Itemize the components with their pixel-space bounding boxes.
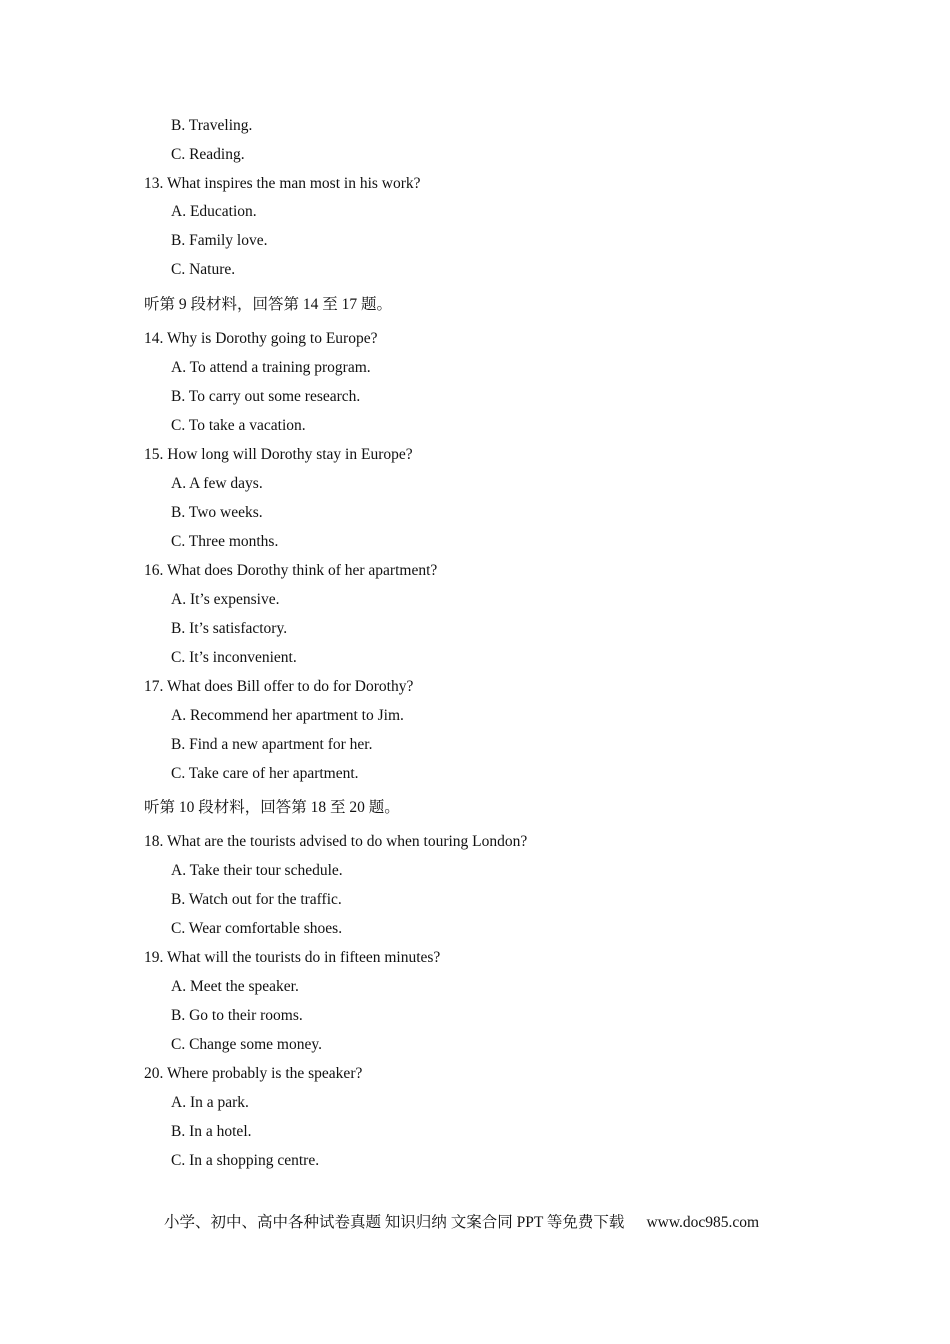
answer-option: B. It’s satisfactory. (171, 620, 288, 637)
question-text: 14. Why is Dorothy going to Europe? (144, 330, 378, 347)
answer-option: C. Three months. (171, 533, 279, 550)
answer-option: A. Meet the speaker. (171, 978, 299, 995)
answer-option: A. It’s expensive. (171, 591, 280, 608)
answer-option: B. Go to their rooms. (171, 1007, 303, 1024)
answer-option: A. A few days. (171, 475, 263, 492)
question-text: 19. What will the tourists do in fifteen minutes? (144, 949, 441, 966)
answer-option: B. In a hotel. (171, 1123, 252, 1140)
answer-option: C. In a shopping centre. (171, 1152, 320, 1169)
question-text: 13. What inspires the man most in his work? (144, 175, 421, 192)
question-text: 15. How long will Dorothy stay in Europe? (144, 446, 413, 463)
answer-option: C. Take care of her apartment. (171, 765, 359, 782)
answer-option: B. Traveling. (171, 117, 253, 134)
question-text: 20. Where probably is the speaker? (144, 1065, 363, 1082)
answer-option: B. Two weeks. (171, 504, 263, 521)
section-heading: 听第 9 段材料，回答第 14 至 17 题。 (144, 296, 393, 313)
question-text: 18. What are the tourists advised to do when touring London? (144, 833, 528, 850)
section-heading: 听第 10 段材料，回答第 18 至 20 题。 (144, 799, 400, 816)
page-footer (164, 1213, 759, 1233)
answer-option: C. It’s inconvenient. (171, 649, 297, 666)
question-text: 17. What does Bill offer to do for Dorothy? (144, 678, 414, 695)
answer-option: A. To attend a training program. (171, 359, 371, 376)
answer-option: A. In a park. (171, 1094, 249, 1111)
footer-website: www.doc985.com (646, 1214, 760, 1231)
answer-option: B. To carry out some research. (171, 388, 361, 405)
answer-option: C. Reading. (171, 146, 245, 163)
answer-option: A. Recommend her apartment to Jim. (171, 707, 404, 724)
answer-option: C. Change some money. (171, 1036, 322, 1053)
answer-option: B. Watch out for the traffic. (171, 891, 342, 908)
footer-text: 小学、初中、高中各种试卷真题 知识归纳 文案合同 PPT 等免费下载 (164, 1214, 625, 1231)
answer-option: B. Find a new apartment for her. (171, 736, 373, 753)
answer-option: B. Family love. (171, 232, 268, 249)
answer-option: C. Wear comfortable shoes. (171, 920, 343, 937)
answer-option: C. Nature. (171, 261, 236, 278)
answer-option: A. Take their tour schedule. (171, 862, 343, 879)
answer-option: C. To take a vacation. (171, 417, 306, 434)
answer-option: A. Education. (171, 203, 257, 220)
question-text: 16. What does Dorothy think of her apartment? (144, 562, 438, 579)
